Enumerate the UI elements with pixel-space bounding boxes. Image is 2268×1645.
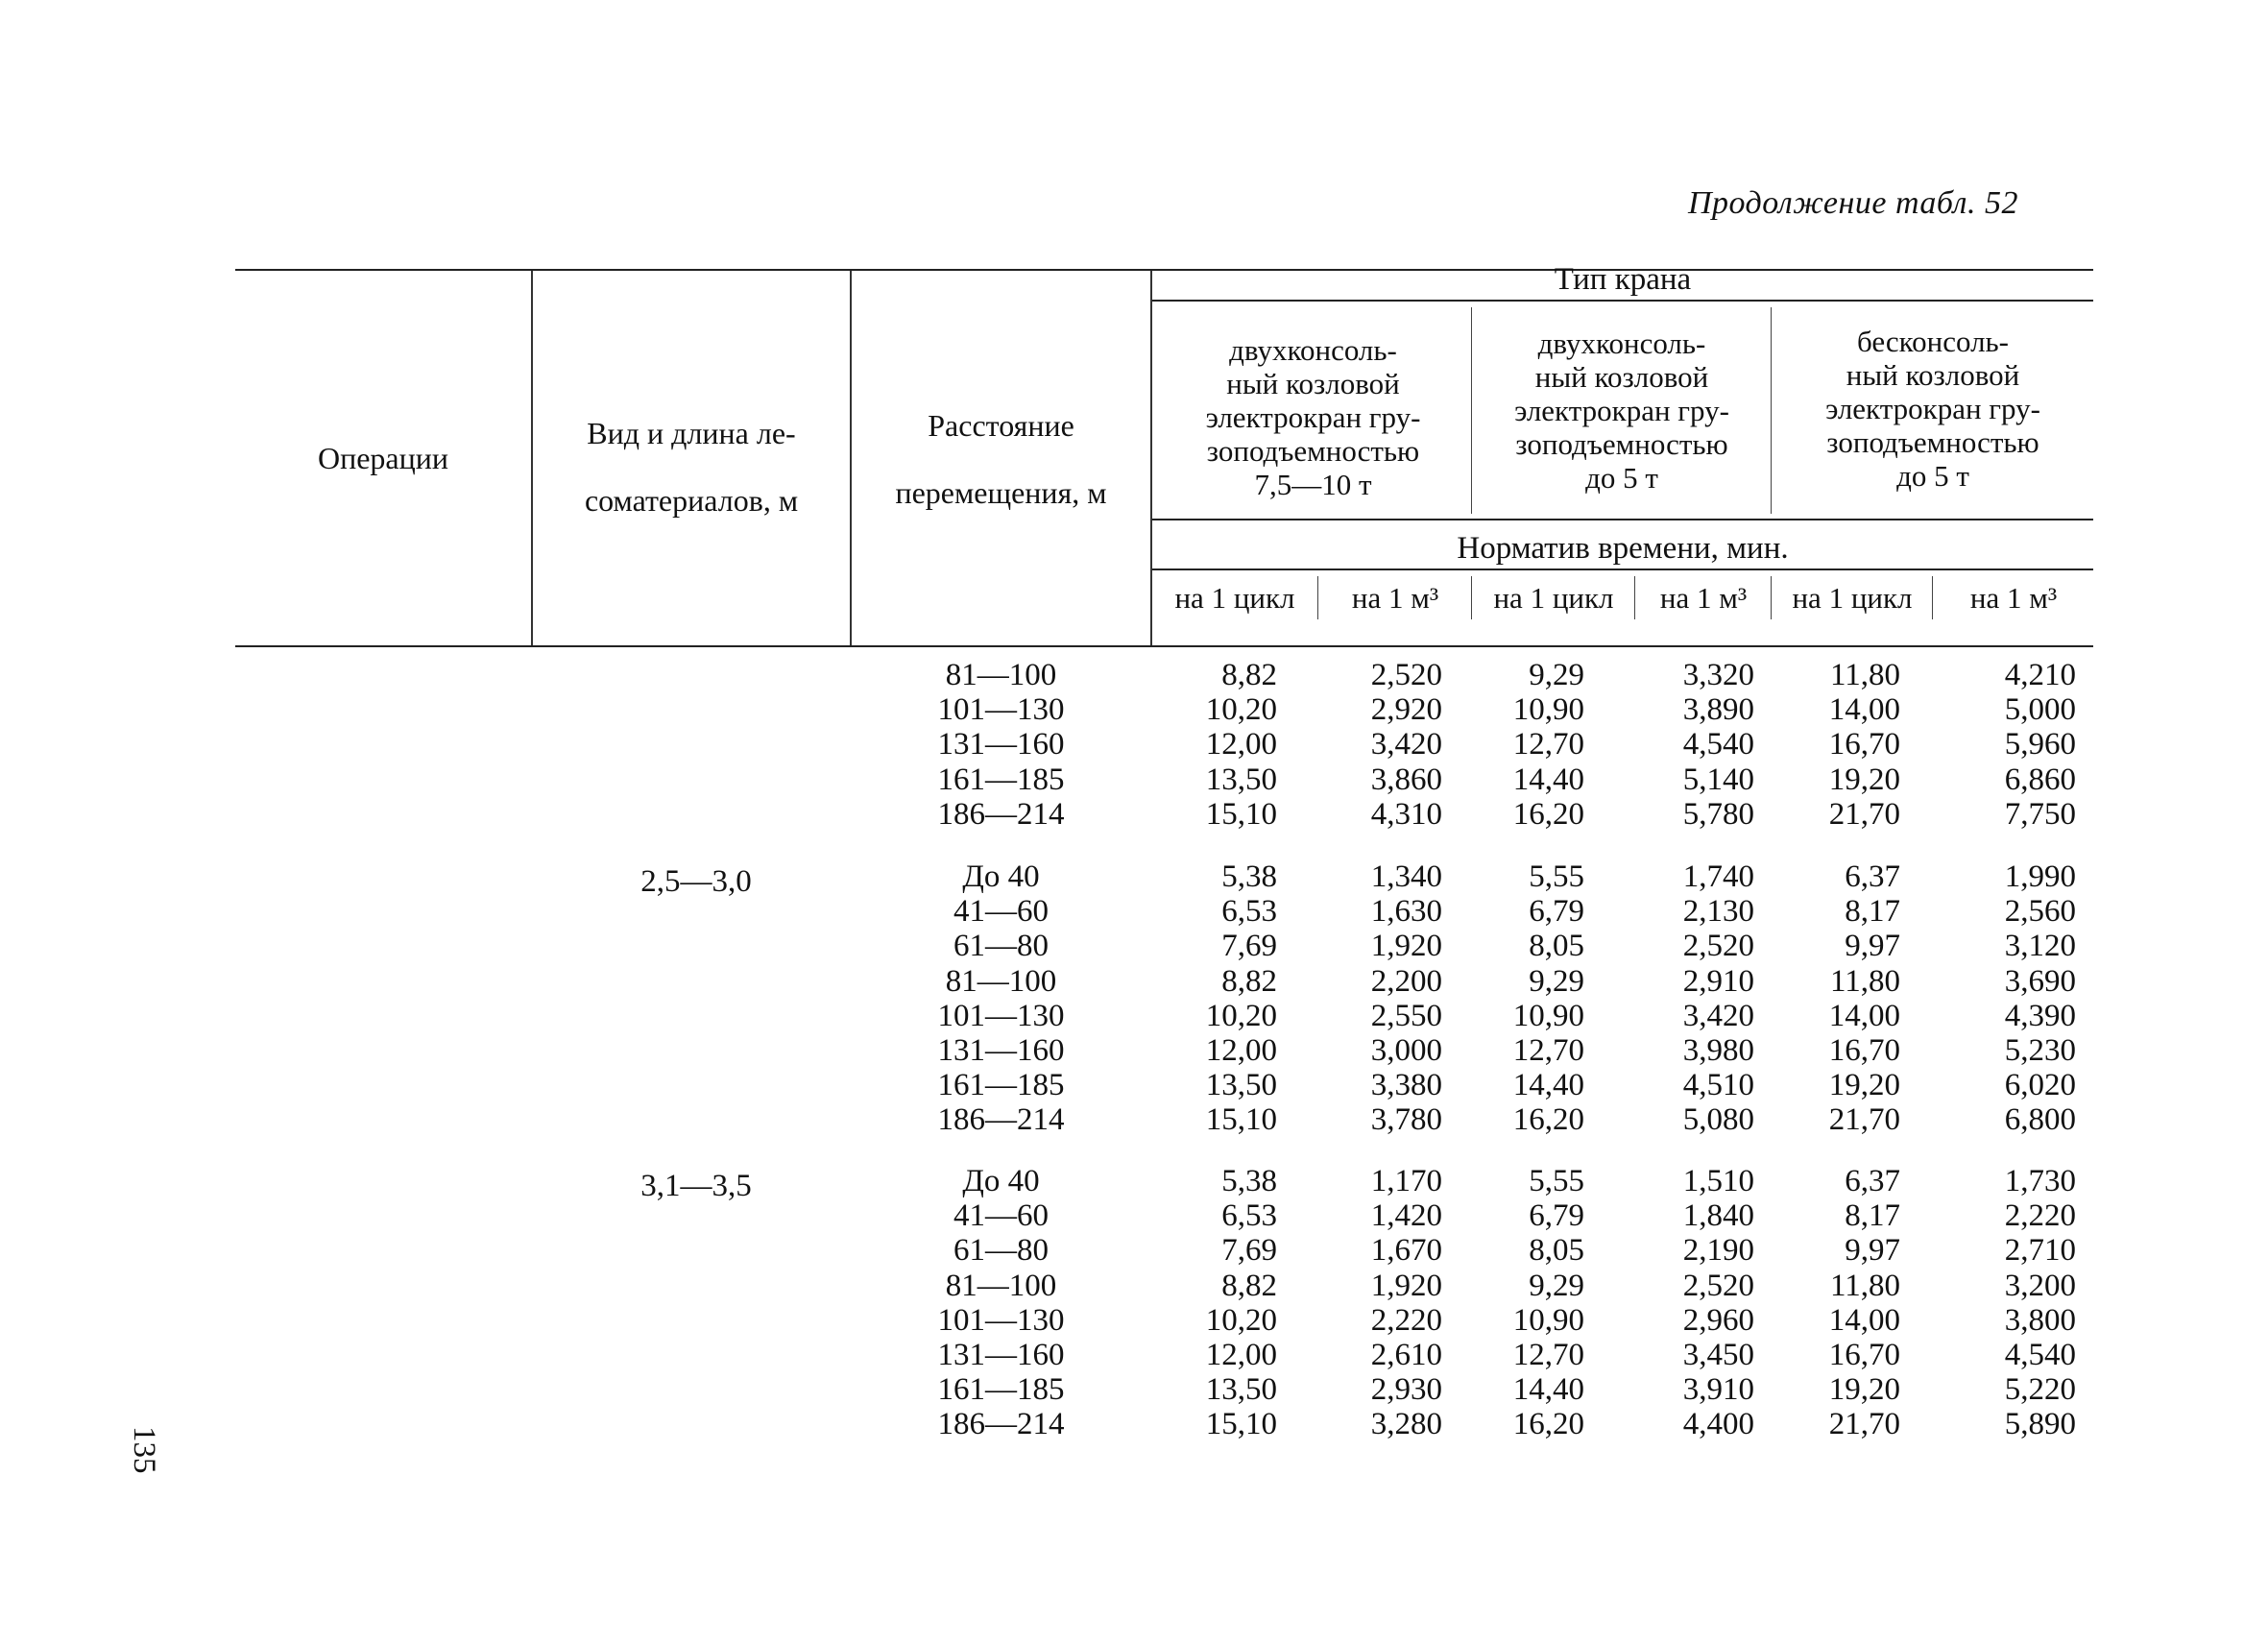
cell-crane2-cycle: 12,70 (1512, 1033, 1584, 1068)
cell-crane1-cycle: 13,50 (1205, 762, 1277, 797)
cell-crane2-m3: 1,740 (1682, 859, 1754, 894)
cell-crane1-cycle: 12,00 (1205, 727, 1277, 762)
cell-crane3-cycle: 16,70 (1828, 1033, 1900, 1068)
cell-crane2-cycle: 6,79 (1529, 1198, 1584, 1234)
cell-distance: До 40 (962, 1164, 1040, 1198)
cell-crane2-cycle: 12,70 (1512, 727, 1584, 762)
cell-crane2-cycle: 16,20 (1512, 796, 1584, 832)
cell-crane3-m3: 7,750 (2004, 796, 2076, 832)
cell-distance: 131—160 (937, 1338, 1065, 1372)
cell-crane1-m3: 2,920 (1370, 692, 1442, 728)
cell-distance: 81—100 (945, 1268, 1057, 1303)
cell-crane1-cycle: 15,10 (1205, 1102, 1277, 1138)
cell-distance: 101—130 (937, 998, 1065, 1033)
cell-crane3-m3: 4,390 (2004, 998, 2076, 1033)
cell-crane3-m3: 5,220 (2004, 1372, 2076, 1408)
cell-distance: 186—214 (937, 796, 1065, 832)
norm-bottom-rule (1152, 568, 2093, 570)
cell-distance: 41—60 (953, 894, 1049, 930)
sub-divider-1 (1317, 576, 1318, 619)
cell-crane2-m3: 2,520 (1682, 929, 1754, 964)
cell-crane1-m3: 3,000 (1370, 1033, 1442, 1068)
cell-crane3-cycle: 21,70 (1828, 796, 1900, 832)
cell-crane3-m3: 3,200 (2004, 1268, 2076, 1303)
cell-crane3-m3: 4,540 (2004, 1338, 2076, 1372)
sub-divider-3 (1634, 576, 1635, 619)
table-caption: Продолжение табл. 52 (1687, 185, 2018, 221)
cell-crane1-m3: 1,920 (1370, 1268, 1442, 1303)
header-material: Вид и длина ле- соматериалов, м (584, 416, 799, 518)
cell-crane2-cycle: 14,40 (1512, 1372, 1584, 1408)
header-distance: Расстояние перемещения, м (895, 408, 1107, 510)
cell-crane3-m3: 6,800 (2004, 1102, 2076, 1138)
cell-crane3-cycle: 6,37 (1845, 1164, 1900, 1198)
cell-distance: 186—214 (937, 1407, 1065, 1442)
cell-crane3-m3: 3,800 (2004, 1302, 2076, 1338)
cell-crane1-cycle: 15,10 (1205, 1407, 1277, 1442)
cell-crane2-cycle: 5,55 (1529, 1164, 1584, 1198)
cell-distance: 101—130 (937, 692, 1065, 728)
cell-crane2-cycle: 16,20 (1512, 1407, 1584, 1442)
cell-crane2-cycle: 9,29 (1529, 963, 1584, 999)
cell-crane1-cycle: 12,00 (1205, 1338, 1277, 1372)
header-crane-type: Тип крана (1554, 262, 1692, 297)
cell-crane3-cycle: 14,00 (1828, 1302, 1900, 1338)
material-length: 2,5—3,0 (640, 864, 752, 899)
cell-crane2-m3: 1,510 (1682, 1164, 1754, 1198)
cell-crane1-cycle: 8,82 (1221, 963, 1277, 999)
subheader-crane-1-m3: на 1 м³ (1351, 581, 1439, 615)
cell-crane3-cycle: 11,80 (1829, 658, 1900, 692)
cell-crane3-cycle: 19,20 (1828, 1068, 1900, 1103)
cell-crane2-cycle: 10,90 (1512, 1302, 1584, 1338)
cell-crane1-cycle: 7,69 (1221, 929, 1277, 964)
cell-crane2-cycle: 5,55 (1529, 859, 1584, 894)
cell-crane1-m3: 3,860 (1370, 762, 1442, 797)
cell-crane2-cycle: 10,90 (1512, 998, 1584, 1033)
cell-crane1-cycle: 13,50 (1205, 1068, 1277, 1103)
cell-crane3-m3: 6,020 (2004, 1068, 2076, 1103)
cell-crane3-m3: 6,860 (2004, 762, 2076, 797)
cell-crane2-m3: 3,890 (1682, 692, 1754, 728)
sub-divider-4 (1771, 576, 1772, 619)
subheader-crane-3-cycle: на 1 цикл (1792, 581, 1913, 615)
cell-crane1-m3: 3,420 (1370, 727, 1442, 762)
cell-crane3-m3: 3,120 (2004, 929, 2076, 964)
cell-distance: 101—130 (937, 1302, 1065, 1338)
cell-distance: До 40 (962, 859, 1040, 894)
page-number: 135 (127, 1426, 161, 1474)
material-length: 3,1—3,5 (640, 1169, 752, 1203)
cell-crane2-m3: 3,980 (1682, 1033, 1754, 1068)
cell-crane3-m3: 1,730 (2004, 1164, 2076, 1198)
cell-crane3-cycle: 16,70 (1828, 727, 1900, 762)
header-crane-1: двухконсоль- ный козловой электрокран гру- зоподъемностью 7,5—10 т (1205, 333, 1421, 501)
header-crane-2: двухконсоль- ный козловой электрокран гру- зоподъемностью до 5 т (1514, 327, 1729, 495)
subheader-crane-1-cycle: на 1 цикл (1174, 581, 1295, 615)
cell-crane3-m3: 5,230 (2004, 1033, 2076, 1068)
cell-crane2-m3: 5,780 (1682, 796, 1754, 832)
cell-crane2-m3: 4,540 (1682, 727, 1754, 762)
cell-crane3-cycle: 11,80 (1829, 963, 1900, 999)
cell-crane1-m3: 1,340 (1370, 859, 1442, 894)
cell-crane3-m3: 2,220 (2004, 1198, 2076, 1234)
cell-distance: 61—80 (953, 929, 1049, 964)
cell-crane2-cycle: 14,40 (1512, 1068, 1584, 1103)
cell-distance: 81—100 (945, 658, 1057, 692)
cell-crane1-cycle: 15,10 (1205, 796, 1277, 832)
cell-crane3-m3: 3,690 (2004, 963, 2076, 999)
cell-distance: 186—214 (937, 1102, 1065, 1138)
cell-crane3-m3: 5,000 (2004, 692, 2076, 728)
cell-crane2-m3: 3,420 (1682, 998, 1754, 1033)
cell-distance: 131—160 (937, 727, 1065, 762)
cell-crane3-cycle: 16,70 (1828, 1338, 1900, 1372)
cell-crane1-m3: 1,630 (1370, 894, 1442, 930)
cell-crane1-m3: 2,520 (1370, 658, 1442, 692)
cell-distance: 81—100 (945, 963, 1057, 999)
cell-crane3-cycle: 14,00 (1828, 998, 1900, 1033)
cell-crane1-m3: 4,310 (1370, 796, 1442, 832)
cell-crane3-cycle: 21,70 (1828, 1407, 1900, 1442)
cell-crane1-m3: 3,380 (1370, 1068, 1442, 1103)
cell-crane3-cycle: 9,97 (1845, 929, 1900, 964)
crane-type-rule (1152, 300, 2093, 302)
cell-crane2-m3: 2,910 (1682, 963, 1754, 999)
cell-crane1-cycle: 6,53 (1221, 1198, 1277, 1234)
cell-crane1-cycle: 10,20 (1205, 1302, 1277, 1338)
cell-crane2-cycle: 6,79 (1529, 894, 1584, 930)
cell-crane1-m3: 1,420 (1370, 1198, 1442, 1234)
sub-divider-2 (1471, 576, 1472, 619)
cell-crane1-cycle: 10,20 (1205, 692, 1277, 728)
cell-crane1-m3: 1,920 (1370, 929, 1442, 964)
cell-crane1-m3: 2,220 (1370, 1302, 1442, 1338)
cell-crane1-m3: 3,780 (1370, 1102, 1442, 1138)
cell-crane3-cycle: 19,20 (1828, 762, 1900, 797)
cell-crane1-m3: 2,550 (1370, 998, 1442, 1033)
cell-crane1-m3: 3,280 (1370, 1407, 1442, 1442)
cell-crane3-m3: 5,890 (2004, 1407, 2076, 1442)
cell-crane3-cycle: 8,17 (1845, 1198, 1900, 1234)
sub-divider-5 (1932, 576, 1933, 619)
subheader-crane-2-cycle: на 1 цикл (1493, 581, 1614, 615)
cell-crane3-m3: 2,710 (2004, 1233, 2076, 1269)
cell-crane1-m3: 2,200 (1370, 963, 1442, 999)
cell-distance: 161—185 (937, 1068, 1065, 1103)
cell-crane1-cycle: 5,38 (1221, 1164, 1277, 1198)
crane-divider-2 (1771, 307, 1772, 514)
header-time-norm: Норматив времени, мин. (1457, 531, 1789, 566)
cell-crane1-cycle: 7,69 (1221, 1233, 1277, 1269)
cell-crane3-cycle: 14,00 (1828, 692, 1900, 728)
cell-distance: 61—80 (953, 1233, 1049, 1269)
subheader-crane-2-m3: на 1 м³ (1659, 581, 1748, 615)
cell-crane1-cycle: 12,00 (1205, 1033, 1277, 1068)
cell-crane2-m3: 2,520 (1682, 1268, 1754, 1303)
cell-crane1-m3: 1,170 (1370, 1164, 1442, 1198)
cell-distance: 41—60 (953, 1198, 1049, 1234)
cell-crane2-m3: 3,450 (1682, 1338, 1754, 1372)
cell-distance: 161—185 (937, 1372, 1065, 1408)
cell-crane3-m3: 1,990 (2004, 859, 2076, 894)
cell-crane3-m3: 2,560 (2004, 894, 2076, 930)
cell-crane2-m3: 3,320 (1682, 658, 1754, 692)
norm-top-rule (1152, 519, 2093, 520)
cell-crane2-cycle: 9,29 (1529, 658, 1584, 692)
cell-crane3-cycle: 8,17 (1845, 894, 1900, 930)
cell-crane2-cycle: 10,90 (1512, 692, 1584, 728)
header-crane-3: бесконсоль- ный козловой электрокран гру- зоподъемностью до 5 т (1825, 325, 2040, 493)
header-operations: Операции (317, 441, 448, 475)
cell-crane1-cycle: 8,82 (1221, 1268, 1277, 1303)
cell-crane2-cycle: 14,40 (1512, 762, 1584, 797)
cell-crane2-cycle: 12,70 (1512, 1338, 1584, 1372)
cell-crane2-m3: 2,190 (1682, 1233, 1754, 1269)
cell-crane3-m3: 5,960 (2004, 727, 2076, 762)
cell-crane1-m3: 2,930 (1370, 1372, 1442, 1408)
cell-crane2-m3: 5,140 (1682, 762, 1754, 797)
cell-crane1-cycle: 10,20 (1205, 998, 1277, 1033)
cell-crane2-cycle: 8,05 (1529, 929, 1584, 964)
cell-crane2-m3: 3,910 (1682, 1372, 1754, 1408)
header-bottom-rule (235, 645, 2093, 647)
cell-crane3-m3: 4,210 (2004, 658, 2076, 692)
cell-crane2-cycle: 16,20 (1512, 1102, 1584, 1138)
subheader-crane-3-m3: на 1 м³ (1969, 581, 2058, 615)
cell-crane3-cycle: 11,80 (1829, 1268, 1900, 1303)
cell-distance: 161—185 (937, 762, 1065, 797)
cell-crane2-m3: 2,130 (1682, 894, 1754, 930)
crane-divider-1 (1471, 307, 1472, 514)
cell-crane3-cycle: 6,37 (1845, 859, 1900, 894)
cell-crane2-m3: 5,080 (1682, 1102, 1754, 1138)
cell-crane2-cycle: 9,29 (1529, 1268, 1584, 1303)
cell-crane3-cycle: 21,70 (1828, 1102, 1900, 1138)
cell-crane1-cycle: 6,53 (1221, 894, 1277, 930)
cell-crane2-m3: 2,960 (1682, 1302, 1754, 1338)
cell-crane1-m3: 1,670 (1370, 1233, 1442, 1269)
cell-crane1-cycle: 13,50 (1205, 1372, 1277, 1408)
cell-crane2-m3: 1,840 (1682, 1198, 1754, 1234)
cell-crane1-cycle: 5,38 (1221, 859, 1277, 894)
cell-crane3-cycle: 9,97 (1845, 1233, 1900, 1269)
cell-crane2-m3: 4,400 (1682, 1407, 1754, 1442)
cell-distance: 131—160 (937, 1033, 1065, 1068)
cell-crane1-m3: 2,610 (1370, 1338, 1442, 1372)
cell-crane3-cycle: 19,20 (1828, 1372, 1900, 1408)
cell-crane1-cycle: 8,82 (1221, 658, 1277, 692)
cell-crane2-m3: 4,510 (1682, 1068, 1754, 1103)
cell-crane2-cycle: 8,05 (1529, 1233, 1584, 1269)
